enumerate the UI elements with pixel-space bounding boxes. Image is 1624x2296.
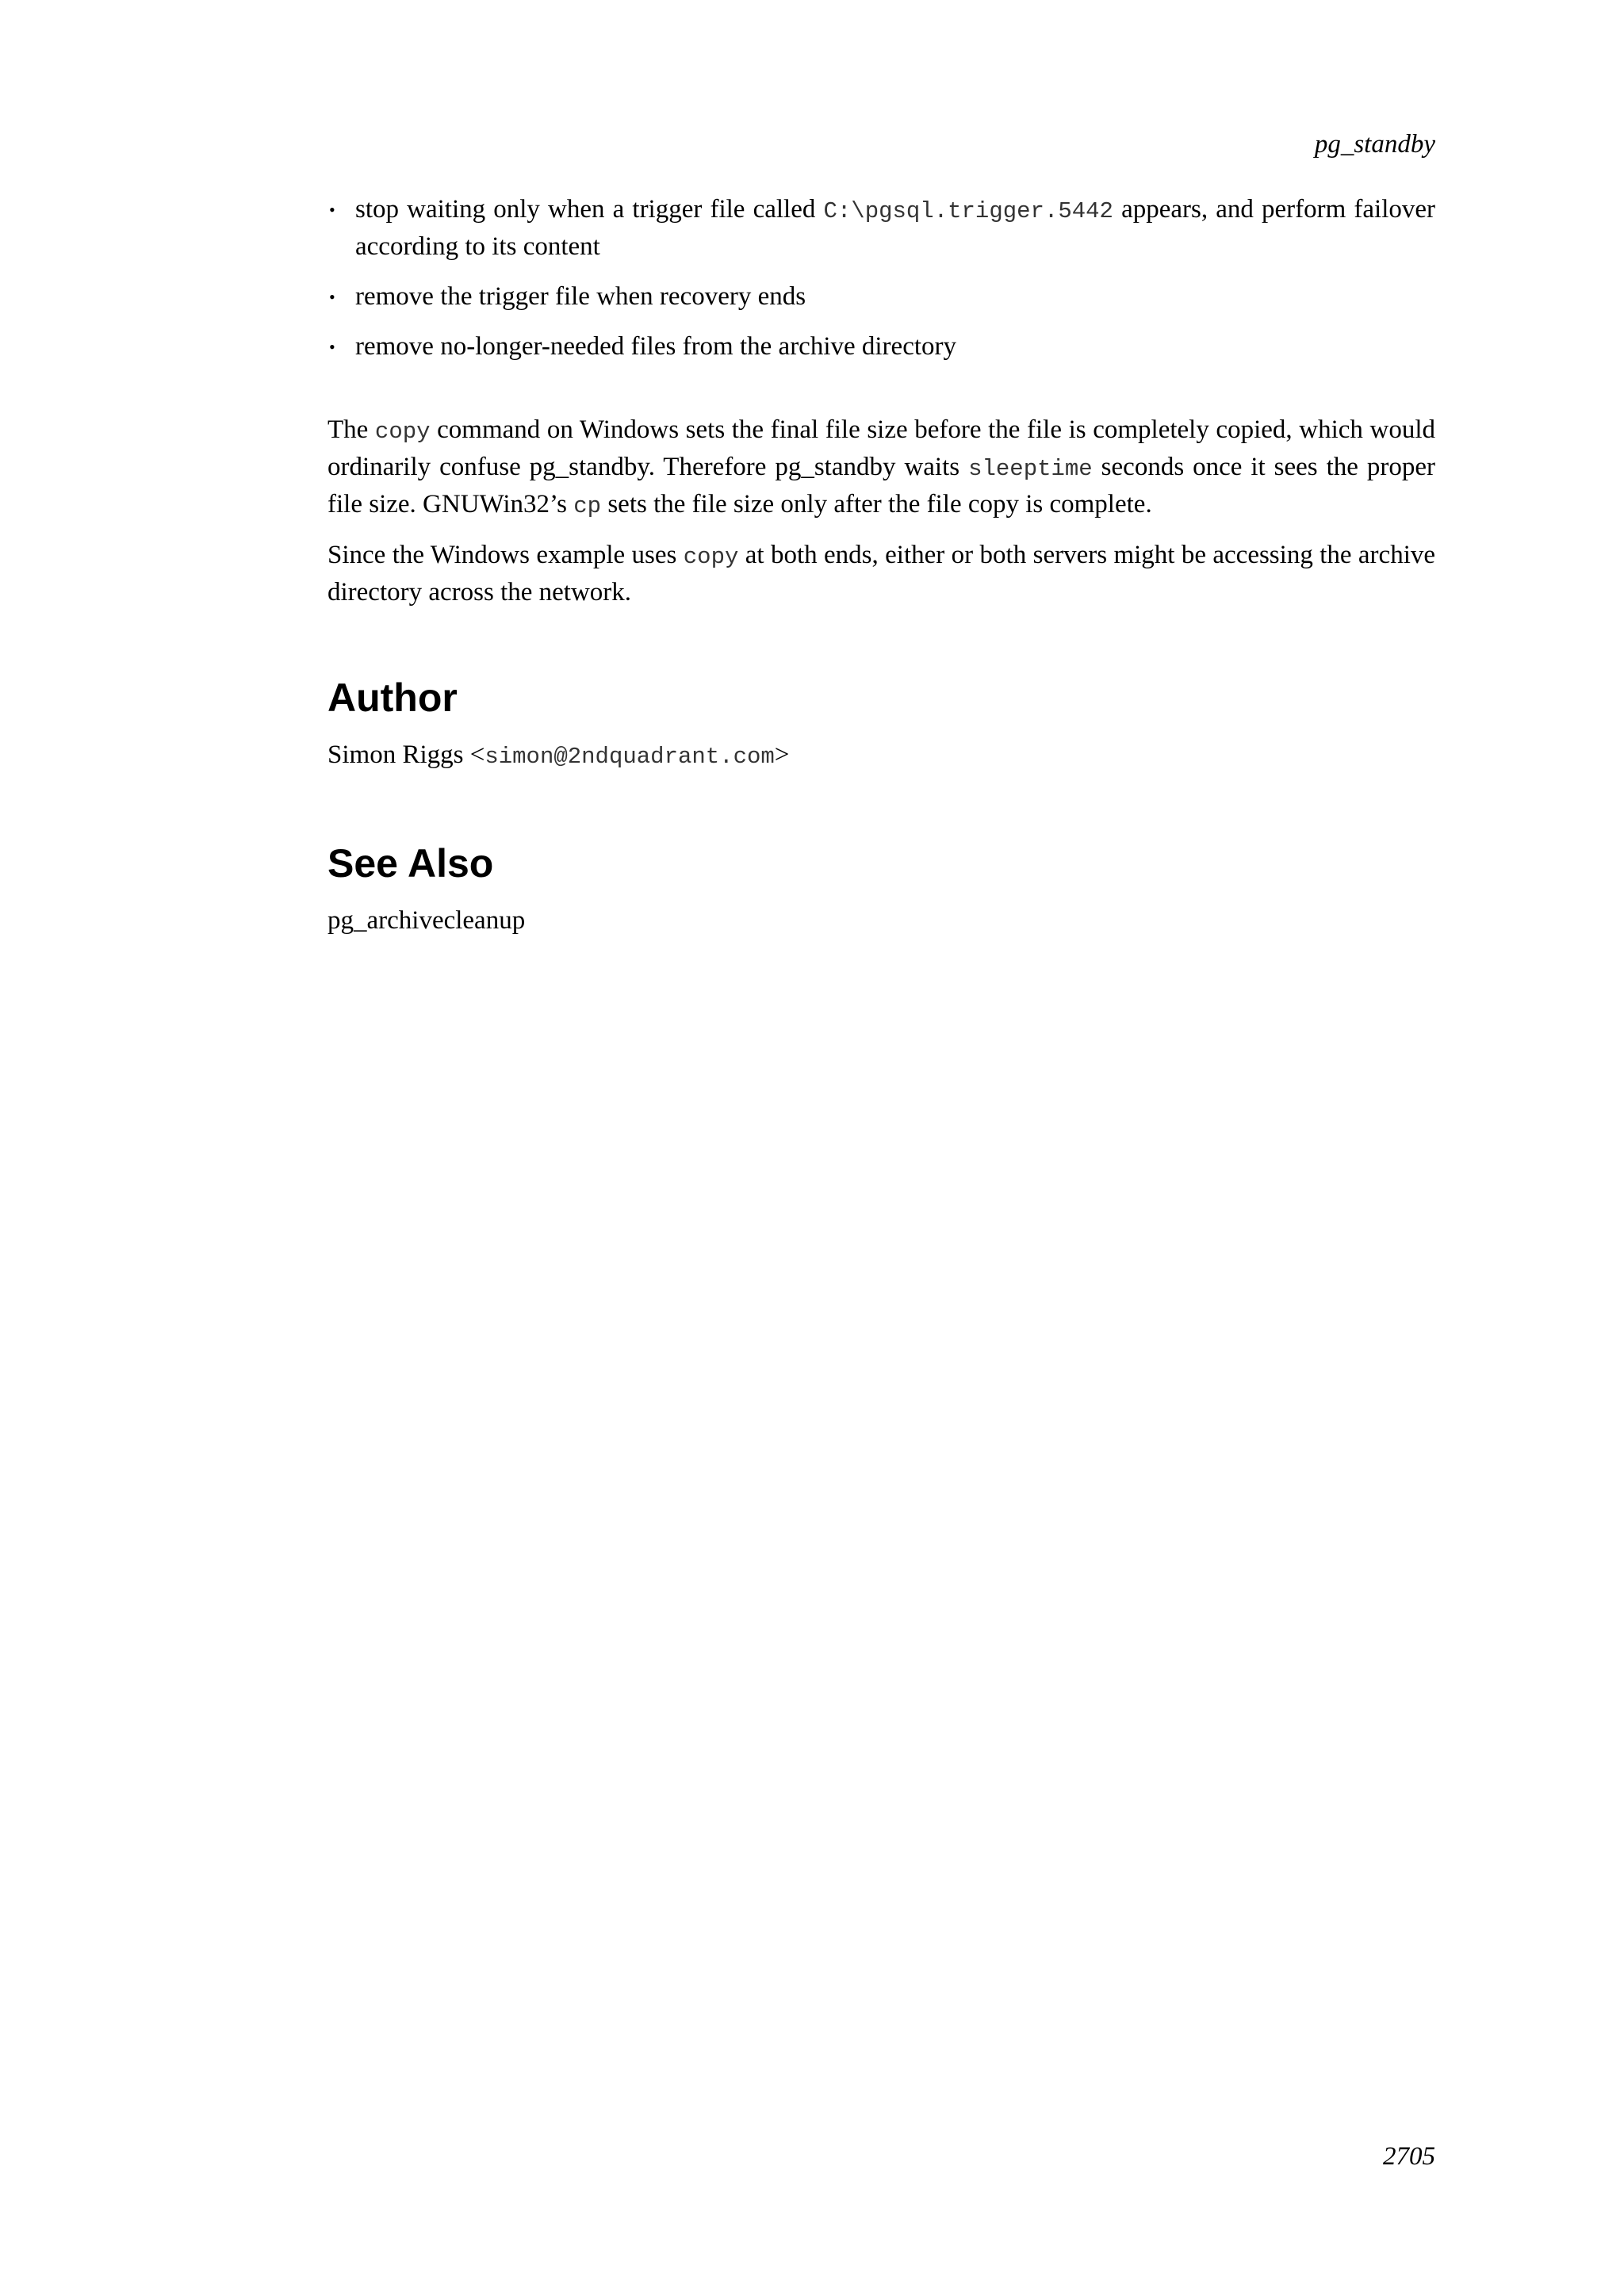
see-also-link[interactable]: pg_archivecleanup	[327, 906, 526, 935]
author-heading: Author	[327, 675, 458, 720]
feature-bullet-list	[327, 192, 1435, 365]
inline-code: cp	[573, 493, 602, 519]
author-line: Simon Riggs <simon@2ndquadrant.com>	[327, 740, 790, 770]
list-item	[327, 192, 1435, 265]
windows-example-paragraph: Since the Windows example uses copy at both ends, either or both servers might be accessing the archive directory across the network.	[327, 541, 1436, 607]
inline-code: sleeptime	[968, 456, 1093, 482]
page-number: 2705	[1383, 2142, 1435, 2171]
bullet-icon: •	[329, 287, 335, 307]
running-header: pg_standby	[1314, 130, 1435, 159]
inline-code: copy	[683, 544, 739, 570]
see-also-line	[327, 903, 1435, 939]
copy-command-paragraph: The copy command on Windows sets the final file size before the file is completely copied, which would ordinarily confuse pg_standby. Therefore pg_standby waits sleeptime seconds once it sees the proper file size. GNUWin32’s cp sets the file size only after the file copy is complete.	[327, 415, 1436, 519]
trigger-file-path: C:\pgsql.trigger.5442	[823, 198, 1113, 224]
list-item-text: appears, and perform failover according to its content	[355, 195, 1435, 261]
list-item-text: remove no-longer-needed files from the archive directory	[355, 332, 957, 361]
inline-code: copy	[374, 419, 431, 445]
main-content	[327, 192, 1435, 952]
list-item	[327, 329, 1435, 365]
see-also-heading: See Also	[327, 841, 494, 886]
bullet-icon: •	[329, 200, 335, 220]
author-email-link[interactable]: simon@2ndquadrant.com	[485, 744, 775, 770]
list-item-text: stop waiting only when a trigger file called	[355, 195, 824, 224]
list-item-text: remove the trigger file when recovery ends	[355, 282, 806, 311]
bullet-icon: •	[329, 337, 335, 357]
list-item	[327, 279, 1435, 315]
